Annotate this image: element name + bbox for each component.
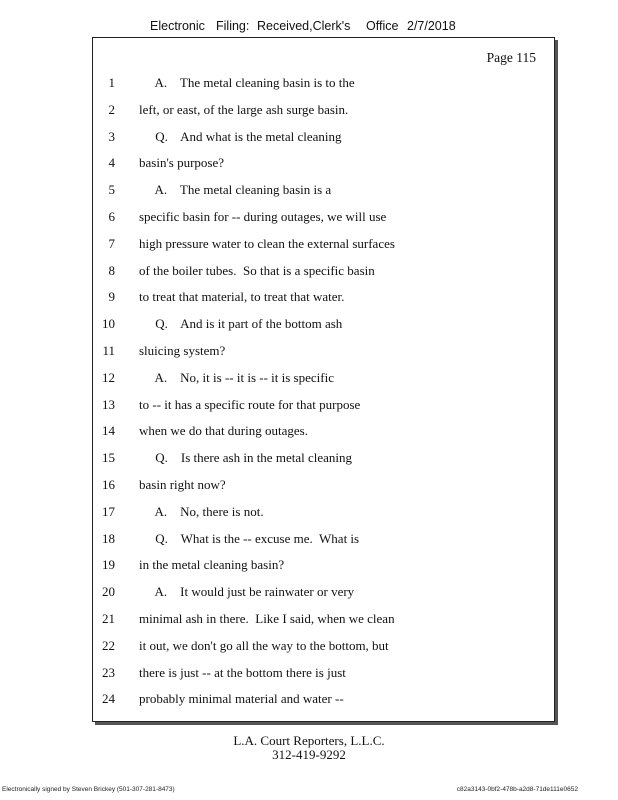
filing-header	[0, 19, 618, 37]
transcript-line	[93, 236, 554, 256]
line-text: high pressure water to clean the external surfaces	[139, 235, 395, 251]
transcript-line	[93, 343, 554, 363]
line-text: specific basin for -- during outages, we will use	[139, 209, 387, 224]
transcript-line	[93, 370, 554, 390]
line-text: Q. And is it part of the bottom ash	[139, 316, 343, 332]
line-number: 11	[102, 343, 115, 358]
line-text: Q. Is there ash in the metal cleaning	[139, 450, 352, 466]
line-number: 21	[102, 611, 115, 626]
line-text: basin's purpose?	[139, 155, 225, 171]
line-text: left, or east, of the large ash surge basin.	[139, 101, 349, 117]
line-text: probably minimal material and water --	[139, 691, 344, 707]
line-text: A. It would just be rainwater or very	[139, 584, 355, 600]
transcript-line	[93, 477, 554, 497]
transcript-line	[93, 209, 554, 229]
transcript-line	[93, 75, 554, 95]
line-text: basin right now?	[139, 477, 226, 492]
line-text: when we do that during outages.	[139, 423, 308, 439]
line-text: to -- it has a specific route for that purpose	[139, 396, 361, 412]
line-number: 5	[108, 182, 115, 198]
transcript-line	[93, 289, 554, 309]
transcript-line	[93, 423, 554, 443]
line-number: 2	[108, 101, 115, 117]
line-text: it out, we don't go all the way to the bottom, but	[139, 637, 389, 653]
line-number: 16	[102, 477, 115, 492]
header-received: Received,Clerk's	[257, 19, 351, 33]
line-number: 18	[102, 530, 115, 546]
transcript-line	[93, 665, 554, 685]
line-text: A. No, it is -- it is -- it is specific	[139, 369, 334, 385]
transcript-line	[93, 155, 554, 175]
line-text: sluicing system?	[139, 343, 226, 358]
transcript-line	[93, 691, 554, 711]
line-text: A. The metal cleaning basin is to the	[139, 75, 355, 90]
transcript-page	[92, 37, 555, 722]
line-text: Q. What is the -- excuse me. What is	[139, 530, 360, 546]
signature-right: c82a3143-0bf2-478b-a2d8-71de111e0652	[456, 786, 578, 793]
line-number: 6	[108, 209, 115, 224]
transcript-line	[93, 263, 554, 283]
line-number: 8	[108, 262, 115, 278]
line-number: 22	[102, 637, 115, 653]
line-number: 10	[102, 316, 115, 332]
line-text: A. No, there is not.	[139, 503, 264, 519]
line-number: 12	[102, 369, 115, 385]
line-text: minimal ash in there. Like I said, when we clean	[139, 611, 395, 626]
header-filing: Filing:	[216, 19, 250, 33]
transcript-line	[93, 182, 554, 202]
line-number: 14	[102, 423, 115, 439]
line-text: to treat that material, to treat that water.	[139, 289, 345, 305]
line-number: 15	[102, 450, 115, 466]
line-text: there is just -- at the bottom there is just	[139, 664, 346, 680]
header-electronic: Electronic	[150, 19, 205, 33]
page-number: Page 115	[486, 50, 536, 65]
line-text: of the boiler tubes. So that is a specific basin	[139, 262, 375, 278]
line-number: 7	[108, 235, 115, 251]
header-office: Office	[366, 19, 399, 33]
line-number: 1	[108, 75, 115, 90]
transcript-line	[93, 397, 554, 417]
line-number: 19	[102, 557, 115, 573]
transcript-line	[93, 638, 554, 658]
header-date: 2/7/2018	[407, 19, 456, 33]
signature-left: Electronically signed by Steven Brickey (501-307-281-8473)	[2, 786, 175, 793]
line-number: 9	[108, 289, 115, 305]
line-number: 20	[102, 584, 115, 600]
transcript-line	[93, 557, 554, 577]
line-number: 23	[102, 664, 115, 680]
line-number: 4	[108, 155, 115, 171]
transcript-line	[93, 584, 554, 604]
transcript-line	[93, 611, 554, 631]
transcript-line	[93, 129, 554, 149]
line-number: 17	[102, 503, 115, 519]
footer-phone: 312-419-9292	[272, 747, 346, 762]
transcript-line	[93, 450, 554, 470]
transcript-line	[93, 102, 554, 122]
line-text: A. The metal cleaning basin is a	[139, 182, 332, 198]
line-text: Q. And what is the metal cleaning	[139, 128, 342, 144]
line-number: 24	[102, 691, 115, 707]
line-text: in the metal cleaning basin?	[139, 557, 285, 573]
transcript-line	[93, 531, 554, 551]
line-number: 13	[102, 396, 115, 412]
transcript-line	[93, 504, 554, 524]
line-number: 3	[108, 128, 115, 144]
footer-company: L.A. Court Reporters, L.L.C.	[233, 733, 385, 748]
transcript-line	[93, 316, 554, 336]
